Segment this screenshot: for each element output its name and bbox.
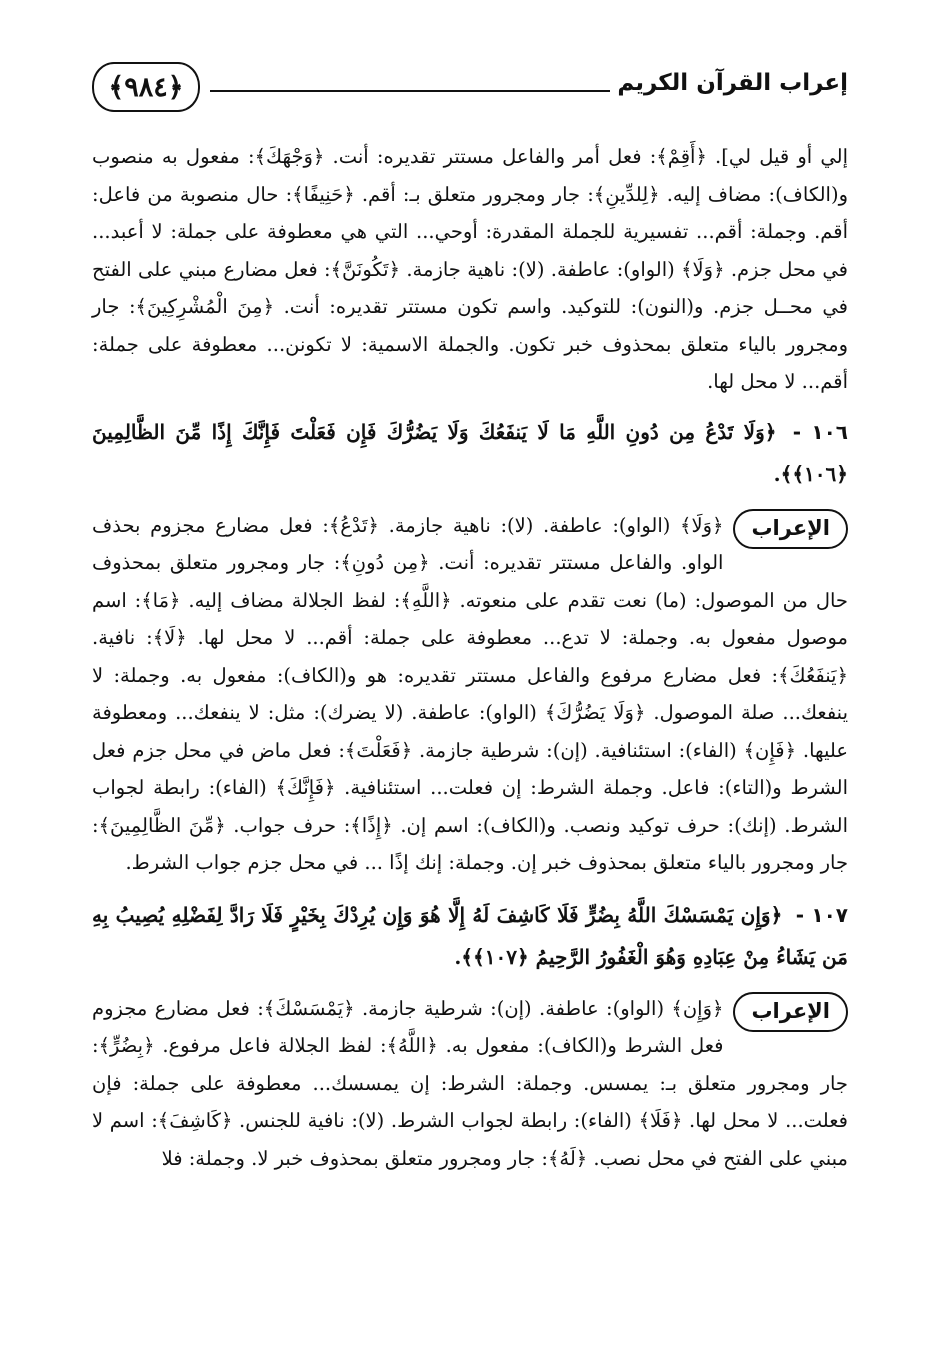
page-content [92,138,848,1189]
verse-106-number: ١٠٦ - [792,419,849,444]
verse-107-text: ﴿وَإِن يَمْسَسْكَ اللَّهُ بِضُرٍّ فَلَا كَاشِفَ لَهُ إِلَّا هُوَ وَإِن يُرِدْكَ بِخَيْرٍ فَلَا رَادَّ لِفَضْلِهِ يُصِيبُ بِهِ مَن يَشَاءُ مِنْ عِبَادِهِ وَهُوَ الْغَفُورُ الرَّحِيمُ ﴿١٠٧﴾﴾. [92,902,848,969]
page-number: ﴿٩٨٤﴾ [92,62,200,112]
verse-106 [92,411,848,495]
irab-107-text: ﴿وَإِن﴾ (الواو): عاطفة. (إن): شرطية جازمة. ﴿يَمْسَسْكَ﴾: فعل مضارع مجزوم فعل الشرط و(الكاف): مفعول به. ﴿اللَّهُ﴾: لفظ الجلالة فاعل مرفوع. ﴿بِضُرٍّ﴾: جار ومجرور متعلق بـ: يمسس. وجملة: الشرط: إن يمسسك... معطوفة على جملة: فإن فعلت... لا محل لها. ﴿فَلَا﴾ (الفاء): رابطة لجواب الشرط. (لا): نافية للجنس. ﴿كَاشِفَ﴾: اسم لا مبني على الفتح في محل نصب. ﴿لَهُ﴾: جار ومجرور متعلق بمحذوف خبر لا. وجملة: فلا [92,996,848,1170]
irab-106-text: ﴿وَلَا﴾ (الواو): عاطفة. (لا): ناهية جازمة. ﴿تَدْعُ﴾: فعل مضارع مجزوم بحذف الواو. والفاعل مستتر تقديره: أنت. ﴿مِن دُونِ﴾: جار ومجرور متعلق بمحذوف حال من الموصول: (ما) نعت تقدم على منعوته. ﴿اللَّهِ﴾: لفظ الجلالة مضاف إليه. ﴿مَا﴾: اسم موصول مفعول به. وجملة: لا تدع... معطوفة على جملة: أقم... لا محل لها. ﴿لَا﴾: نافية. ﴿يَنفَعُكَ﴾: فعل مضارع مرفوع والفاعل مستتر تقديره: هو و(الكاف): مفعول به. وجملة: لا ينفعك... صلة الموصول. ﴿وَلَا يَضُرُّكَ﴾ (الواو): عاطفة. (لا يضرك): مثل: لا ينفعك... ومعطوفة عليها. ﴿فَإِن﴾ (الفاء): استئنافية. (إن): شرطية جازمة. ﴿فَعَلْتَ﴾: فعل ماض في محل جزم فعل الشرط و(التاء): فاعل. وجملة الشرط: إن فعلت... استئنافية. ﴿فَإِنَّكَ﴾ (الفاء): رابطة لجواب الشرط. (إنك): حرف توكيد ونصب. و(الكاف): اسم إن. ﴿إِذًا﴾: حرف جواب. ﴿مِّنَ الظَّالِمِينَ﴾: جار ومجرور بالياء متعلق بمحذوف خبر إن. وجملة: إنك إذًا ... في محل جزم جواب الشرط. [92,513,848,874]
irab-107-label: الإعراب [733,992,848,1032]
irab-106 [92,507,848,882]
book-title: إعراب القرآن الكريم [617,70,848,96]
intro-paragraph: إلي أو قيل لي]. ﴿أَقِمْ﴾: فعل أمر والفاعل مستتر تقديره: أنت. ﴿وَجْهَكَ﴾: مفعول به منصوب و(الكاف): مضاف إليه. ﴿لِلدِّينِ﴾: جار ومجرور متعلق بـ: أقم. ﴿حَنِيفًا﴾: حال منصوبة من فاعل: أقم. وجملة: أقم... تفسيرية للجملة المقدرة: أوحي... التي هي معطوفة على جملة: لا أعبد... في محل جزم. ﴿وَلَا﴾ (الواو): عاطفة. (لا): ناهية جازمة. ﴿تَكُونَنَّ﴾: فعل مضارع مبني على الفتح في محــل جزم. و(النون): للتوكيد. واسم تكون مستتر تقديره: أنت. ﴿مِنَ الْمُشْرِكِينَ﴾: جار ومجرور بالياء متعلق بمحذوف خبر تكون. والجملة الاسمية: لا تكونن... معطوفة على جملة: أقم... لا محل لها. [92,145,848,393]
page-header [92,62,848,118]
irab-107 [92,990,848,1178]
header-rule [210,90,610,92]
verse-107-number: ١٠٧ - [795,902,849,927]
verse-107 [92,894,848,978]
verse-106-text: ﴿وَلَا تَدْعُ مِن دُونِ اللَّهِ مَا لَا يَنفَعُكَ وَلَا يَضُرُّكَ فَإِن فَعَلْتَ فَإِنَّكَ إِذًا مِّنَ الظَّالِمِينَ ﴿١٠٦﴾﴾. [92,419,848,486]
irab-106-label: الإعراب [733,509,848,549]
